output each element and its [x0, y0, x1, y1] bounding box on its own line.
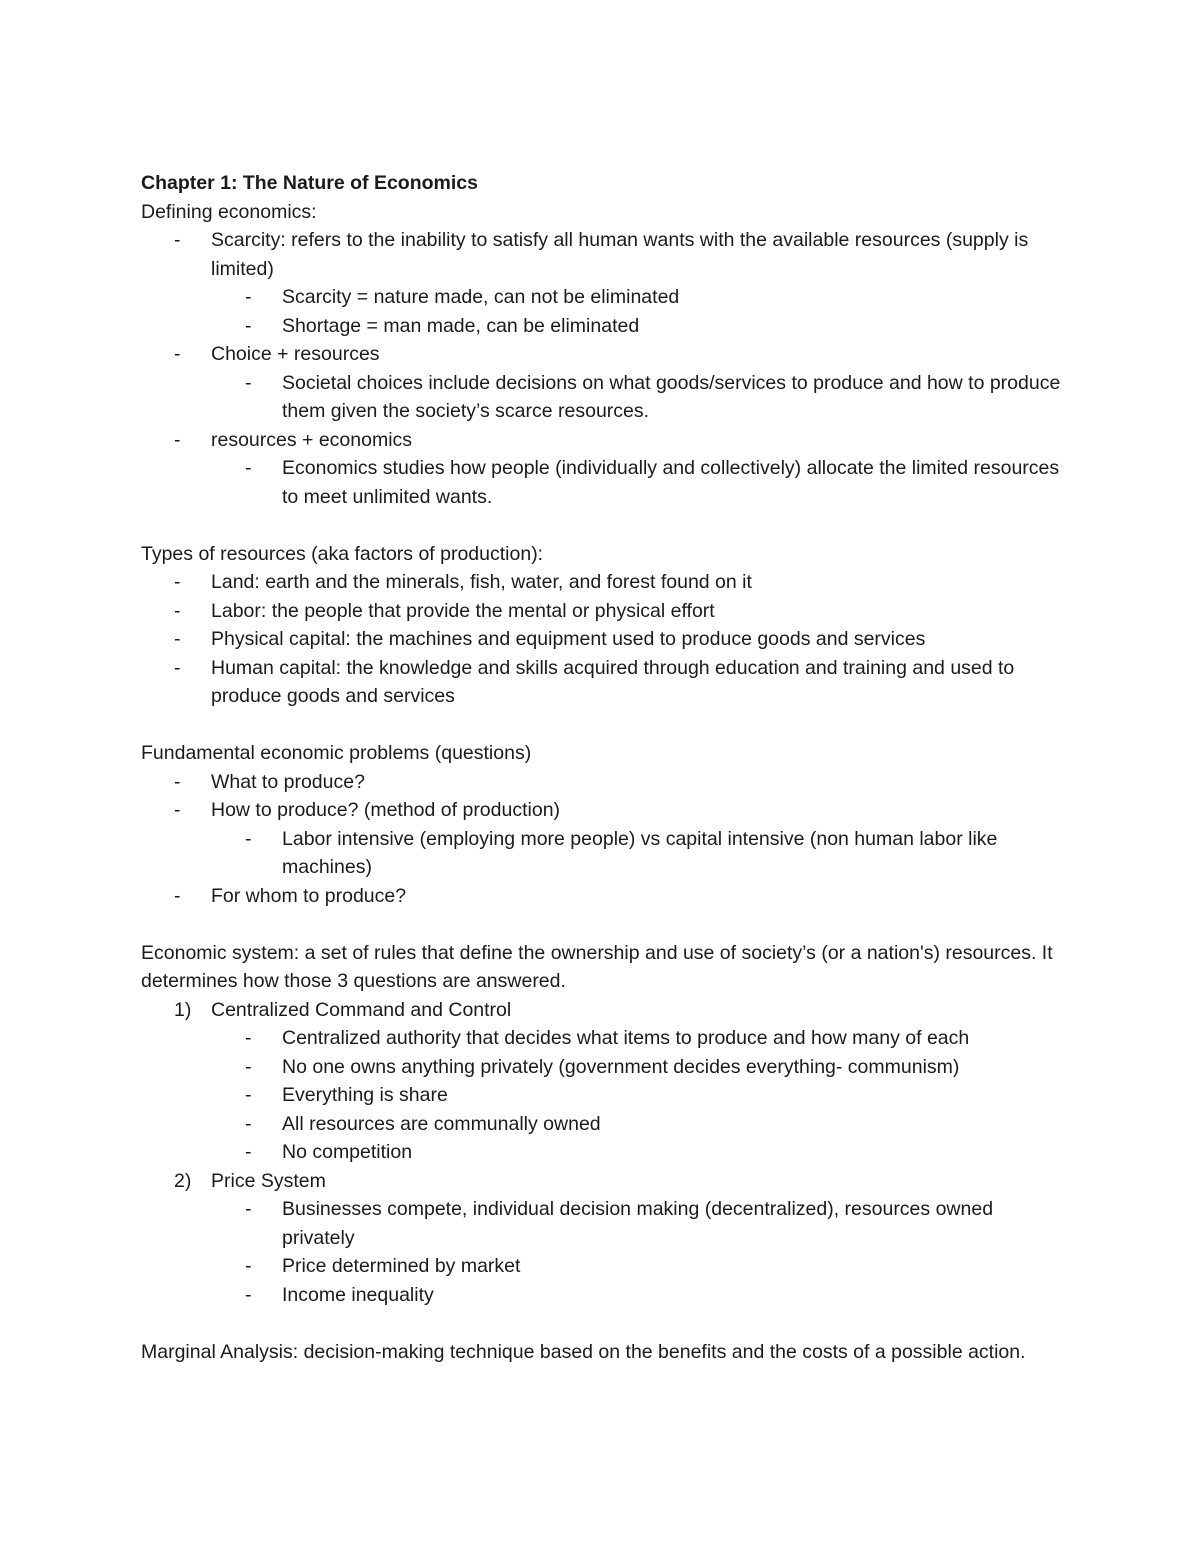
section-spacer [141, 1309, 1071, 1338]
bullet-dash: - [174, 799, 181, 821]
document-body [141, 169, 1071, 1366]
bullet-dash: - [245, 1027, 252, 1049]
section-heading: Economic system: a set of rules that define the ownership and use of society’s (or a nation's) resources. It determines how those 3 questions are answered. [141, 941, 1053, 992]
list-item-text: Physical capital: the machines and equipment used to produce goods and services [211, 628, 926, 650]
list-item-text: Everything is share [282, 1084, 448, 1106]
list-item [141, 625, 1071, 654]
list-item [141, 768, 1071, 797]
list-item [141, 226, 1071, 283]
list-item-text: Economics studies how people (individually and collectively) allocate the limited resources to meet unlimited wants. [282, 457, 1060, 508]
list-item-text: resources + economics [211, 428, 413, 451]
list-item [141, 426, 1071, 455]
bullet-dash: - [174, 599, 181, 622]
bullet-dash: - [245, 827, 252, 850]
list-item [141, 1081, 1071, 1110]
list-number: 2) [174, 1169, 192, 1192]
list-item-text: What to produce? [211, 770, 365, 793]
list-item-text: Income inequality [282, 1283, 434, 1306]
list-item [141, 1110, 1071, 1139]
bullet-dash: - [245, 314, 252, 337]
list-item-text: Human capital: the knowledge and skills acquired through education and training and used to produce goods and services [211, 656, 1015, 707]
section-spacer [141, 711, 1071, 740]
list-item-text: No competition [282, 1141, 413, 1163]
list-item-text: Scarcity: refers to the inability to satisfy all human wants with the available resources (supply is limited) [211, 229, 1029, 280]
bullet-dash: - [174, 884, 181, 907]
list-item-text: Centralized Command and Control [211, 998, 512, 1021]
list-item [141, 882, 1071, 911]
list-item-text: How to produce? (method of production) [211, 799, 561, 821]
bullet-dash: - [245, 457, 252, 479]
list-item [141, 1195, 1071, 1252]
list-item [141, 597, 1071, 626]
list-item [141, 654, 1071, 711]
section-spacer [141, 511, 1071, 540]
list-item-text: Price determined by market [282, 1255, 521, 1277]
bullet-dash: - [174, 656, 181, 679]
bullet-dash: - [245, 371, 252, 394]
bullet-dash: - [245, 1255, 252, 1277]
list-item-text: Labor: the people that provide the mental or physical effort [211, 599, 715, 622]
list-item-text: No one owns anything privately (government decides everything- communism) [282, 1055, 960, 1078]
list-item [141, 568, 1071, 597]
list-item [141, 1053, 1071, 1082]
bullet-dash: - [174, 628, 181, 650]
chapter-title: Chapter 1: The Nature of Economics [141, 172, 478, 194]
list-item [141, 1167, 1071, 1196]
list-item-text: Scarcity = nature made, can not be eliminated [282, 286, 680, 308]
bullet-dash: - [245, 1112, 252, 1135]
list-item [141, 1252, 1071, 1281]
list-item [141, 1024, 1071, 1053]
bullet-dash: - [245, 1055, 252, 1078]
bullet-dash: - [245, 1084, 252, 1106]
list-item-text: Centralized authority that decides what items to produce and how many of each [282, 1027, 970, 1049]
bullet-dash: - [245, 286, 252, 308]
bullet-dash: - [174, 428, 181, 451]
list-item [141, 996, 1071, 1025]
bullet-dash: - [174, 229, 181, 251]
list-item-text: Choice + resources [211, 343, 380, 365]
bullet-dash: - [245, 1283, 252, 1306]
bullet-dash: - [174, 343, 181, 365]
list-item-text: For whom to produce? [211, 884, 407, 907]
list-item-text: Labor intensive (employing more people) vs capital intensive (non human labor like machines) [282, 827, 998, 878]
list-item [141, 454, 1071, 511]
list-item [141, 312, 1071, 341]
list-item [141, 1281, 1071, 1310]
list-item-text: Land: earth and the minerals, fish, water, and forest found on it [211, 571, 752, 593]
section-spacer [141, 910, 1071, 939]
bullet-dash: - [174, 571, 181, 593]
list-item [141, 825, 1071, 882]
list-item [141, 283, 1071, 312]
section-heading: Fundamental economic problems (questions) [141, 742, 532, 764]
list-item [141, 369, 1071, 426]
list-item [141, 340, 1071, 369]
list-number: 1) [174, 998, 192, 1021]
list-item-text: Shortage = man made, can be eliminated [282, 314, 640, 337]
list-item-text: Societal choices include decisions on what goods/services to produce and how to produce them given the society’s scarce resources. [282, 371, 1061, 422]
list-item-text: Price System [211, 1169, 326, 1192]
list-item-text: Businesses compete, individual decision making (decentralized), resources owned privately [282, 1198, 994, 1249]
bullet-dash: - [245, 1141, 252, 1163]
section-heading: Types of resources (aka factors of production): [141, 542, 544, 565]
bullet-dash: - [174, 770, 181, 793]
section-heading: Defining economics: [141, 200, 317, 223]
section-heading: Marginal Analysis: decision-making technique based on the benefits and the costs of a possible action. [141, 1340, 1026, 1363]
bullet-dash: - [245, 1198, 252, 1220]
list-item [141, 796, 1071, 825]
list-item [141, 1138, 1071, 1167]
list-item-text: All resources are communally owned [282, 1112, 601, 1135]
